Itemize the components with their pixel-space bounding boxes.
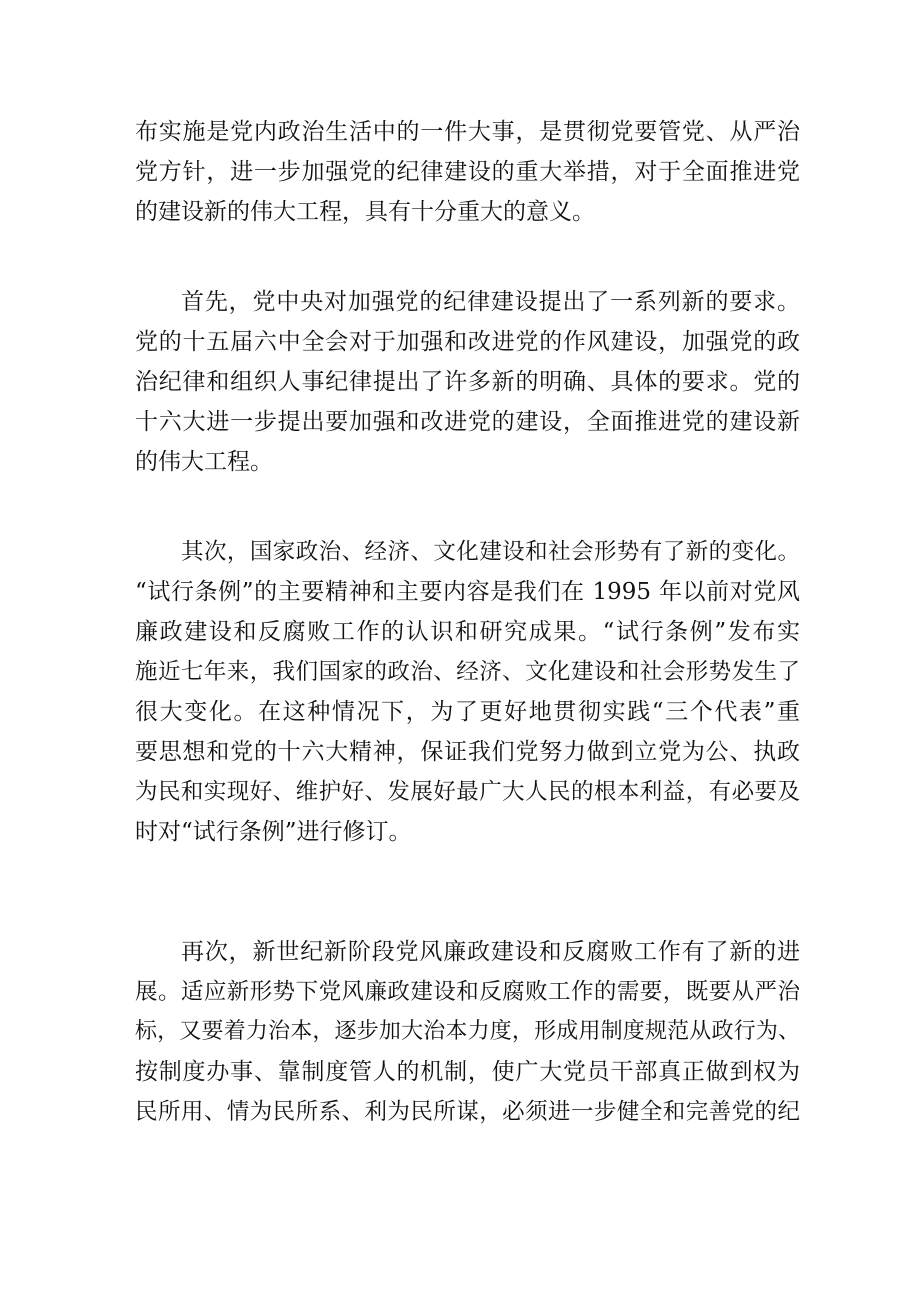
text-line: 党方针，进一步加强党的纪律建设的重大举措，对于全面推进党 xyxy=(135,159,800,185)
paragraph-3 xyxy=(135,532,800,852)
text-line: 标，又要着力治本，逐步加大治本力度，形成用制度规范从政行为、 xyxy=(135,1019,800,1044)
text-line: “试行条例”的主要精神和主要内容是我们在 1995 年以前对党风 xyxy=(135,579,800,605)
paragraph-2 xyxy=(135,282,800,482)
text-line: 廉政建设和反腐败工作的认识和研究成果。“试行条例”发布实 xyxy=(135,619,800,645)
text-line: 施近七年来，我们国家的政治、经济、文化建设和社会形势发生了 xyxy=(135,659,800,685)
text-line: 的建设新的伟大工程，具有十分重大的意义。 xyxy=(135,199,595,225)
text-line: 的伟大工程。 xyxy=(135,449,273,475)
text-line: 很大变化。在这种情况下，为了更好地贯彻实践“三个代表”重 xyxy=(135,699,800,725)
paragraph-4 xyxy=(135,932,800,1132)
text-line: 再次，新世纪新阶段党风廉政建设和反腐败工作有了新的进 xyxy=(181,939,800,965)
text-line: 其次，国家政治、经济、文化建设和社会形势有了新的变化。 xyxy=(181,539,800,565)
text-line: 党的十五届六中全会对于加强和改进党的作风建设，加强党的政 xyxy=(135,329,800,355)
text-line: 民所用、情为民所系、利为民所谋，必须进一步健全和完善党的纪 xyxy=(135,1099,800,1125)
text-line: 为民和实现好、维护好、发展好最广大人民的根本利益，有必要及 xyxy=(135,779,800,805)
text-line: 展。适应新形势下党风廉政建设和反腐败工作的需要，既要从严治 xyxy=(135,979,800,1005)
text-line: 时对“试行条例”进行修订。 xyxy=(135,819,412,845)
text-line: 按制度办事、靠制度管人的机制，使广大党员干部真正做到权为 xyxy=(135,1059,800,1085)
text-line: 治纪律和组织人事纪律提出了许多新的明确、具体的要求。党的 xyxy=(135,369,800,395)
text-line: 要思想和党的十六大精神，保证我们党努力做到立党为公、执政 xyxy=(135,739,800,765)
text-line: 首先，党中央对加强党的纪律建设提出了一系列新的要求。 xyxy=(181,289,800,315)
text-line: 布实施是党内政治生活中的一件大事，是贯彻党要管党、从严治 xyxy=(135,119,800,145)
text-line: 十六大进一步提出要加强和改进党的建设，全面推进党的建设新 xyxy=(135,409,800,435)
paragraph-1 xyxy=(135,112,800,232)
